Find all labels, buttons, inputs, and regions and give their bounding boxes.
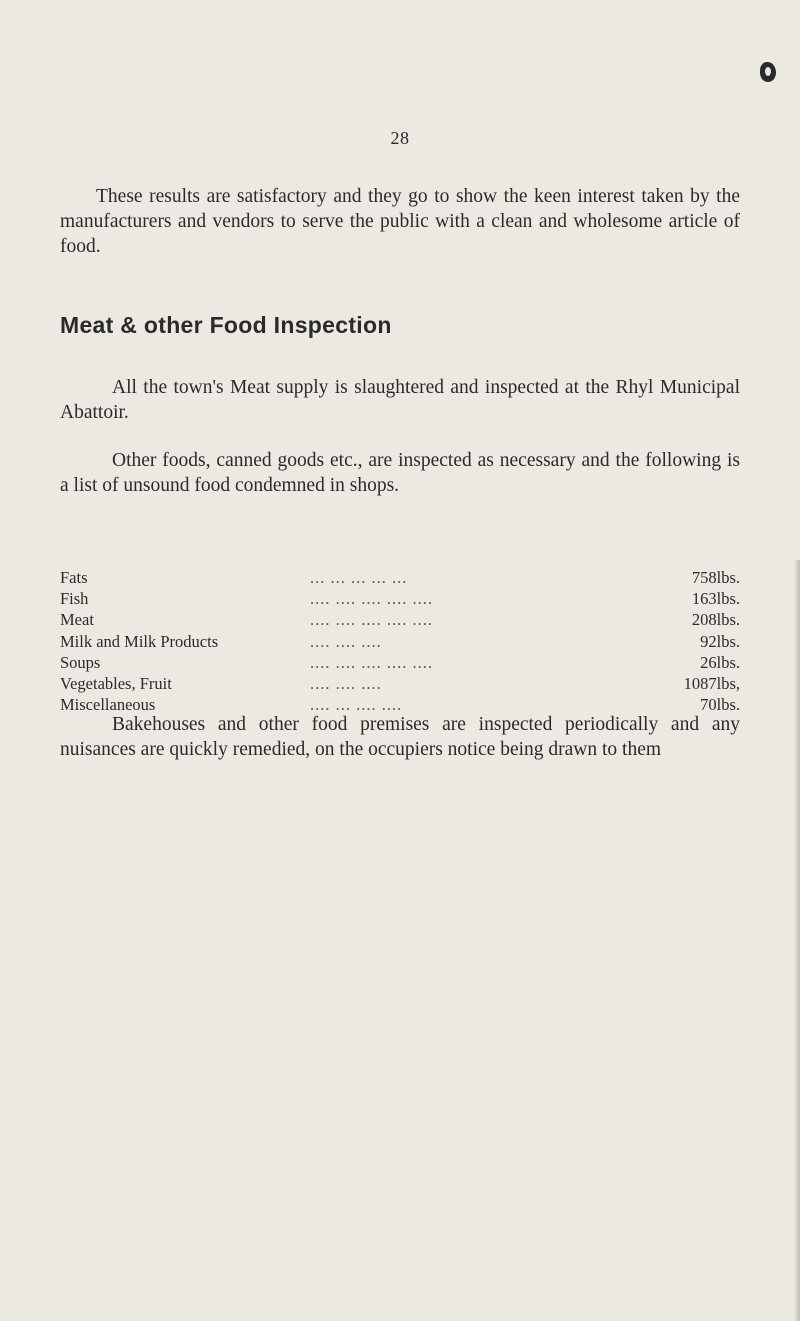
list-item (60, 589, 740, 610)
dot-leader: .... .... .... (310, 631, 382, 651)
item-weight: 163lbs. (691, 589, 740, 609)
other-foods-paragraph: Other foods, canned goods etc., are inspected as necessary and the following is a list of unsound food condemned in shops. (60, 450, 740, 496)
item-weight: 1087lbs, (683, 673, 740, 693)
list-item (60, 632, 740, 653)
dot-leader: .... .... .... .... .... (310, 610, 433, 630)
item-weight: 70lbs. (700, 695, 740, 715)
ink-blot-mark (760, 62, 776, 82)
dot-leader: .... .... .... .... .... (310, 589, 433, 609)
bakehouses-paragraph: Bakehouses and other food premises are inspected periodically and any nuisances are quickly remedied, on the occupiers notice being drawn to them (60, 714, 740, 760)
list-item (60, 568, 740, 589)
item-label: Fats (60, 568, 88, 587)
item-label: Miscellaneous (60, 695, 156, 715)
item-label: Meat (60, 610, 94, 630)
dot-leader: .... .... .... (310, 673, 382, 693)
item-label: Milk and Milk Products (60, 631, 219, 651)
page-number: 28 (390, 128, 410, 148)
dot-leader: .... ... .... .... (310, 695, 403, 715)
dot-leader: .... .... .... .... .... (310, 652, 433, 672)
condemned-food-list (60, 568, 740, 716)
item-weight: 26lbs. (700, 652, 740, 672)
list-item (60, 653, 740, 674)
list-item (60, 674, 740, 695)
list-item (60, 610, 740, 631)
item-weight: 208lbs. (691, 610, 740, 630)
item-label: Soups (60, 652, 101, 672)
meat-supply-paragraph: All the town's Meat supply is slaughtered and inspected at the Rhyl Municipal Abattoir. (60, 377, 740, 423)
item-weight: 92lbs. (700, 631, 740, 651)
item-weight: 758lbs. (691, 568, 740, 587)
intro-paragraph: These results are satisfactory and they go to show the keen interest taken by the manufacturers and vendors to serve the public with a clean and wholesome article of food. (60, 186, 740, 257)
page-edge-shadow (794, 560, 800, 1321)
dot-leader: ... ... ... ... ... (310, 568, 408, 587)
item-label: Vegetables, Fruit (60, 673, 172, 693)
item-label: Fish (60, 589, 89, 609)
section-heading: Meat & other Food Inspection (60, 312, 392, 338)
